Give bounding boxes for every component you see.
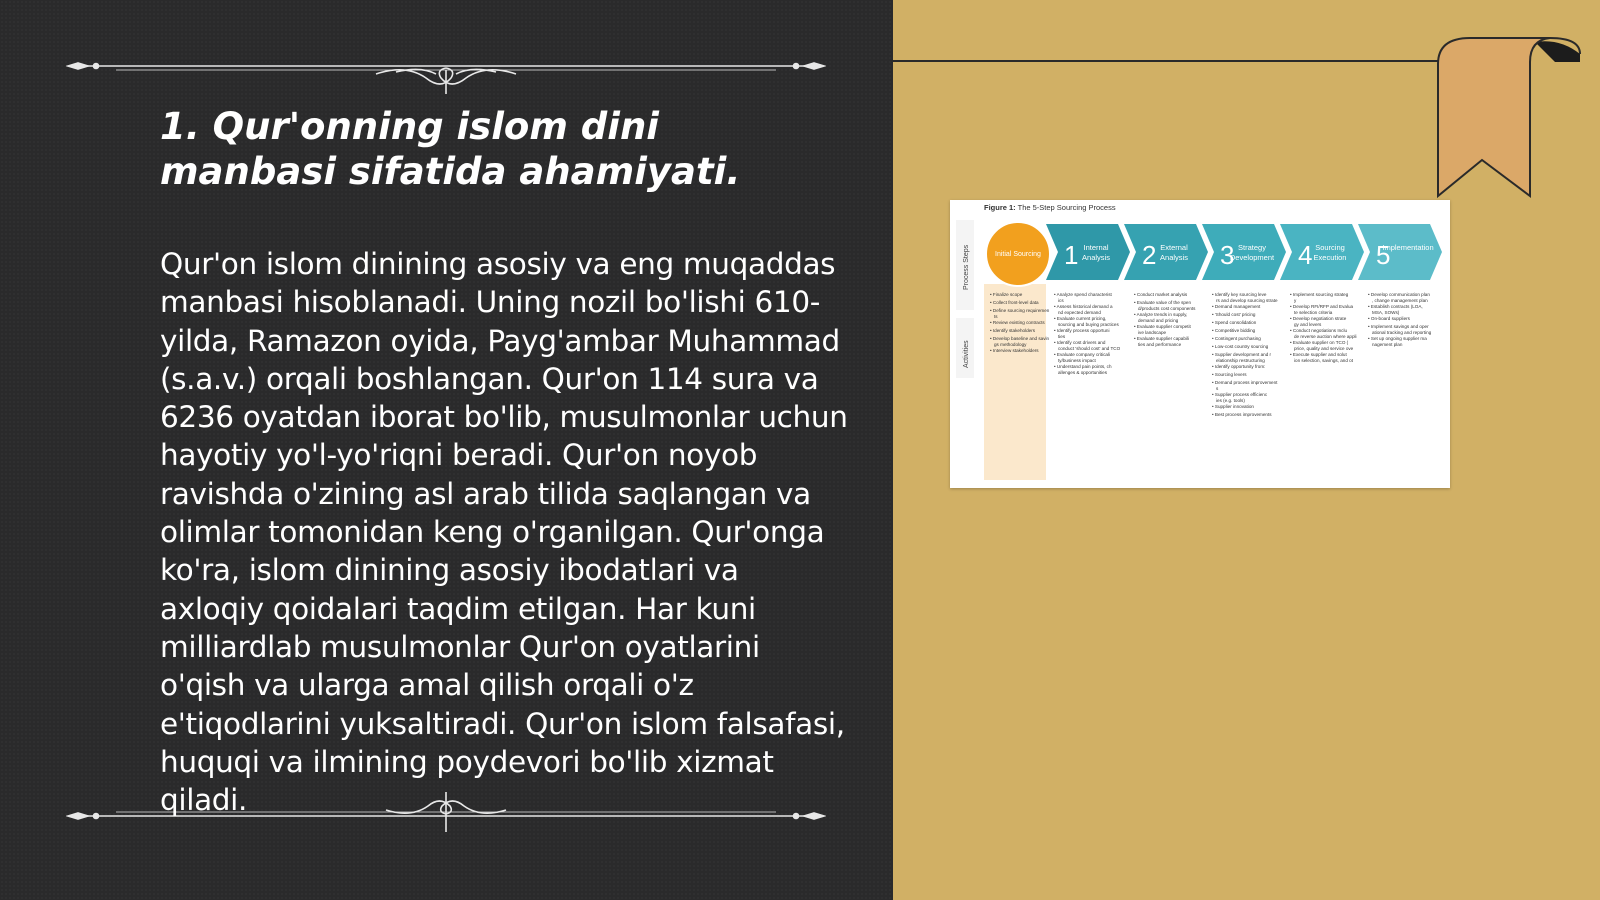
activity-item: • Supplier development and r xyxy=(1212,352,1272,357)
activity-item-cont: demand and pricing xyxy=(1138,318,1179,323)
activity-item-cont: ts xyxy=(994,314,998,319)
activity-item: • Evaluate current pricing, xyxy=(1054,316,1107,321)
step-label-1: Internal xyxy=(1083,243,1109,252)
activity-item: • Competitive bidding xyxy=(1212,328,1256,333)
activity-item-cont: nagement plan xyxy=(1372,342,1403,347)
sourcing-process-figure xyxy=(950,200,1450,488)
activity-item: • Analyze spend characterist xyxy=(1054,292,1112,297)
activity-item: • Develop baseline and savin xyxy=(990,336,1050,341)
side-label-process-steps: Process Steps xyxy=(963,244,970,290)
activity-item: • Assess historical demand a xyxy=(1054,304,1113,309)
activity-item-cont: de reverse auction where appli xyxy=(1294,334,1357,339)
activity-item: • Implement savings and oper xyxy=(1368,324,1429,329)
activity-item: • Interview stakeholders xyxy=(990,348,1039,353)
activity-item: • Evaluate supplier on TCO ( xyxy=(1290,340,1349,345)
step-number-2: 2 xyxy=(1142,240,1157,270)
activity-item: • 'Should cost' pricing xyxy=(1212,312,1256,317)
activity-item: • Execute supplier and solut xyxy=(1290,352,1347,357)
activity-item-cont: elationship restructuring xyxy=(1216,358,1265,363)
activity-item: • Identify cost drivers and xyxy=(1054,340,1106,345)
activity-item: • Collect front-level data xyxy=(990,300,1039,305)
activity-item: • Evaluate supplier competit xyxy=(1134,324,1191,329)
activity-item: • Define sourcing requiremen xyxy=(990,308,1050,313)
activity-item: • Evaluate company criticali xyxy=(1054,352,1110,357)
activity-item-cont: nd expected demand xyxy=(1058,310,1101,315)
step-label-2: Analysis xyxy=(1160,253,1188,262)
initial-sourcing-label: Initial Sourcing xyxy=(995,251,1041,258)
activity-item-cont: gs methodology xyxy=(994,342,1027,347)
activity-item-cont: ion selection, savings, and ot xyxy=(1294,358,1353,363)
activity-item: • Develop communication plan xyxy=(1368,292,1430,297)
step-label-3: Development xyxy=(1229,253,1275,262)
activity-item: • Conduct negotiations Inclu xyxy=(1290,328,1348,333)
activity-item: • Understand pain points, ch xyxy=(1054,364,1112,369)
figure-caption-rest: The 5-Step Sourcing Process xyxy=(1015,203,1116,212)
activity-item: • Analyze trends in supply, xyxy=(1134,312,1188,317)
activity-item-cont: gy and levers xyxy=(1294,322,1322,327)
activity-item: • Establish contracts (LOA, xyxy=(1368,304,1423,309)
activity-item: • Sourcing levers xyxy=(1212,372,1247,377)
activity-item-cont: , change management plan xyxy=(1372,298,1428,303)
activity-item-cont: ty/business impact xyxy=(1058,358,1096,363)
activity-item: • Implement sourcing strateg xyxy=(1290,292,1349,297)
activity-item: • Supplier innovation xyxy=(1212,404,1254,409)
activity-item-cont: ics xyxy=(1058,298,1064,303)
activity-item-cont: te selection criteria xyxy=(1294,310,1333,315)
activity-item-cont: sourcing and buying practices xyxy=(1058,322,1119,327)
activity-item-cont: d/products cost components xyxy=(1138,306,1196,311)
step-arrow-5 xyxy=(1358,224,1442,280)
activity-item-cont: price, quality and service ove xyxy=(1294,346,1354,351)
activity-item: • Conduct market analysis xyxy=(1134,292,1188,297)
activity-item: • Identify opportunity from: xyxy=(1212,364,1266,369)
activity-item-cont: conduct 'should cost' and TCO xyxy=(1058,346,1121,351)
top-ornament xyxy=(66,44,826,94)
step-number-4: 4 xyxy=(1298,240,1313,270)
activity-item: • Demand management xyxy=(1212,304,1261,309)
activity-item-cont: rs and develop sourcing strate xyxy=(1216,298,1278,303)
step-label-5: Implementation xyxy=(1382,243,1434,252)
activity-item-cont: ational tracking and reporting xyxy=(1372,330,1432,335)
activity-item: • Best process improvements xyxy=(1212,412,1272,417)
activity-item: • Finalize scope xyxy=(990,292,1023,297)
activity-item-cont: allenges & opportunities xyxy=(1058,370,1108,375)
step-number-3: 3 xyxy=(1220,240,1235,270)
activity-item: • Demand process improvement xyxy=(1212,380,1278,385)
right-divider-line xyxy=(893,60,1440,62)
activity-item-cont: ies (e.g. tools) xyxy=(1216,398,1245,403)
activity-item-cont: ties xyxy=(1058,334,1066,339)
activity-item: • Develop RFI/RFP and Evalua xyxy=(1290,304,1354,309)
activity-item: • Low-cost country sourcing xyxy=(1212,344,1269,349)
activity-item: • Spend consolidation xyxy=(1212,320,1257,325)
columns-layer xyxy=(990,292,1432,417)
step-arrow-4 xyxy=(1280,224,1364,280)
activity-item: • Identify process opportuni xyxy=(1054,328,1110,333)
slide-body-text: Qur'on islom dinining asosiy va eng muqaddas manbasi hisoblanadi. Uning nozil bo'lishi 610-yilda, Ramazon oyida, Payg'ambar Muhammad (s.a.v.) orqali boshlangan. Qur'on 114 sura va 6236 oyatdan iborat bo'lib, musulmonlar uchun hayotiy yo'l-yo'riqni beradi. Qur'on noyob ravishda o'zining asl arab tilida saqlangan va olimlar tomonidan keng o'rganilgan. Qur'onga ko'ra, islom dinining asosiy ibodatlari va axloqiy qoidalari taqdim etilgan. Har kuni milliardlab musulmonlar Qur'on oyatlarini o'qish va ularga amal qilish orqali o'z e'tiqodlarini yuksaltiradi. Qur'on islom falsafasi, huquqi va ilmining poydevori bo'lib xizmat qiladi. xyxy=(160,247,848,818)
activity-item: • Supplier process efficienc xyxy=(1212,392,1268,397)
activity-item: • Evaluate supplier capabili xyxy=(1134,336,1189,341)
step-number-5: 5 xyxy=(1376,240,1391,270)
step-label-4: Sourcing xyxy=(1315,243,1345,252)
step-label-1: Analysis xyxy=(1082,253,1110,262)
step-label-4: Execution xyxy=(1313,253,1347,262)
bookmark-ribbon-icon xyxy=(1430,32,1590,202)
activity-item-cont: s xyxy=(1216,386,1219,391)
activity-item-cont: MSA, SOWs) xyxy=(1372,310,1400,315)
step-number-1: 1 xyxy=(1064,240,1079,270)
figure-caption xyxy=(984,203,1116,212)
activity-item: • Review existing contracts xyxy=(990,320,1045,325)
activity-item: • Identify key sourcing leve xyxy=(1212,292,1267,297)
step-arrow-3 xyxy=(1202,224,1286,280)
activity-item: • Develop negotiation strate xyxy=(1290,316,1347,321)
activity-item-cont: ties and performance xyxy=(1138,342,1182,347)
activity-item: • Set up ongoing supplier ma xyxy=(1368,336,1427,341)
activity-item-cont: y xyxy=(1294,298,1297,303)
activity-item: • Identify stakeholders xyxy=(990,328,1036,333)
activity-item: • On-board suppliers xyxy=(1368,316,1410,321)
step-arrow-1 xyxy=(1046,224,1130,280)
activity-item: • Evaluate value of the spen xyxy=(1134,300,1192,305)
step-arrow-2 xyxy=(1124,224,1208,280)
side-label-activities: Activities xyxy=(963,340,970,368)
figure-caption-bold: Figure 1: xyxy=(984,203,1016,212)
steps-layer xyxy=(1046,224,1442,280)
step-label-3: Strategy xyxy=(1238,243,1266,252)
activity-item: • Contingent purchasing xyxy=(1212,336,1261,341)
activity-item-cont: ive landscape xyxy=(1138,330,1167,335)
slide-title: 1. Qur'onning islom dini manbasi sifatida ahamiyati. xyxy=(160,105,741,193)
step-label-2: External xyxy=(1160,243,1188,252)
figure-canvas xyxy=(950,200,1450,488)
